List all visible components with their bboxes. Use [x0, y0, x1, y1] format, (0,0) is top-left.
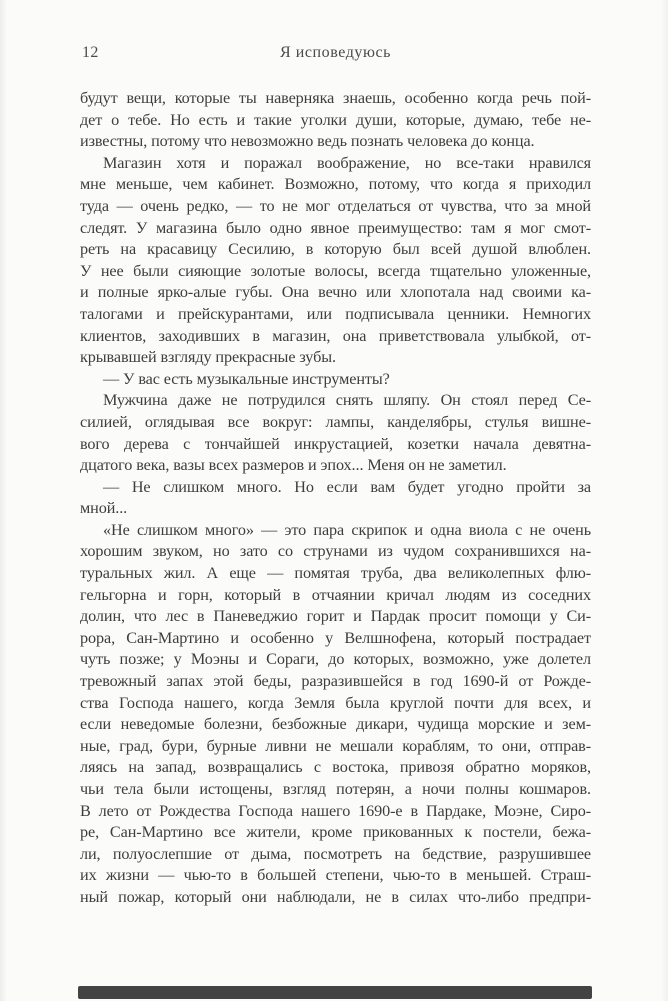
- text-line: Магазин хотя и поражал воображение, но все-таки нравился: [103, 153, 591, 172]
- running-title: Я исповедуюсь: [279, 44, 392, 61]
- text-line: будут вещи, которые ты наверняка знаешь, особенно когда речь пой-: [80, 89, 591, 107]
- text-line: В лето от Рождества Господа нашего 1690-е в Пардаке, Моэне, Сиро-: [80, 801, 591, 820]
- text-line: реть на красавицу Сесилию, в которую был всей душой влюблен.: [80, 240, 591, 259]
- text-line: ляясь на запад, возвращались с востока, привозя обратно моряков,: [80, 758, 591, 777]
- text-line: У нее были сияющие золотые волосы, всегда тщательно уложенные,: [80, 261, 591, 280]
- text-line: долин, что лес в Паневеджио горит и Пардак просит помощи у Си-: [80, 607, 591, 626]
- text-line: следят. У магазина было одно явное преимущество: там я мог смот-: [80, 218, 591, 237]
- text-line: силией, оглядывая все вокруг: лампы, канделябры, стулья вишне-: [80, 412, 591, 431]
- text-line: туральных жил. А еще — помятая труба, два великолепных флю-: [80, 564, 591, 583]
- text-line: Мужчина даже не потрудился снять шляпу. Он стоял перед Се-: [103, 391, 591, 410]
- text-line: если неведомые болезни, безбожные дикари, чудища морские и зем-: [80, 715, 591, 734]
- text-line: и полные ярко-алые губы. Она вечно или хлопотала над своими ка-: [80, 283, 591, 302]
- text-line: ный пожар, который они наблюдали, не в силах что-либо предпри-: [80, 887, 591, 906]
- text-line: мне меньше, чем кабинет. Возможно, потому, что когда я приходил: [80, 175, 591, 194]
- text-line: ли, полуослепшие от дыма, посмотреть на бедствие, разрушившее: [80, 844, 591, 863]
- page-number: 12: [82, 44, 99, 61]
- text-line: рора, Сан-Мартино и особенно у Велшнофена, который пострадает: [80, 628, 591, 647]
- text-line: чьи тела были истощены, взгляд потерян, а ночи полны кошмаров.: [80, 780, 591, 798]
- text-line: дцатого века, вазы всех размеров и эпох... Меня он не заметил.: [80, 456, 507, 475]
- text-line: их жизни — чью-то в большей степени, чью-то в меньшей. Страш-: [80, 866, 591, 885]
- text-line: известны, потому что невозможно ведь познать человека до конца.: [80, 132, 535, 151]
- text-line: гельгорна и горн, который в отчаянии кричал людям из соседних: [80, 585, 591, 604]
- text-line: «Не слишком много» — это пара скрипок и одна виола с не очень: [103, 520, 591, 539]
- text-line: мной...: [80, 499, 128, 518]
- text-line: дет о тебе. Но есть и такие уголки души, которые, думаю, тебе не-: [80, 110, 591, 129]
- text-line: тревожный запах этой беды, разразившейся в год 1690-й от Рожде-: [80, 672, 591, 691]
- text-line: клиентов, заходивших в магазин, она приветствовала улыбкой, от-: [80, 326, 591, 345]
- text-line: хорошим звуком, но зато со струнами из чудом сохранившихся на-: [80, 542, 591, 561]
- text-line: ные, град, бури, бурные ливни не мешали кораблям, то они, отправ-: [80, 736, 591, 755]
- text-line: талогами и прейскурантами, или подписывала ценники. Немногих: [80, 304, 591, 323]
- text-line: — У вас есть музыкальные инструменты?: [103, 369, 390, 388]
- text-line: ства Господа нашего, когда Земля была круглой почти для всех, и: [80, 693, 591, 712]
- text-line: вого дерева с тончайшей инкрустацией, козетки начала девятна-: [80, 434, 591, 453]
- page-header: [80, 44, 591, 64]
- text-line: туда — очень редко, — то не мог отделаться от чувства, что за мной: [80, 196, 591, 215]
- page-text: [80, 88, 591, 909]
- text-line: — Не слишком много. Но если вам будет угодно пройти за: [103, 477, 591, 496]
- text-line: ре, Сан-Мартино все жители, кроме прикованных к постели, бежа-: [80, 823, 591, 842]
- text-line: чуть позже; у Моэны и Сораги, до которых, возможно, уже долетел: [80, 650, 591, 669]
- redacted-line-bar: [78, 986, 592, 999]
- text-line: крывавшей взгляду прекрасные зубы.: [80, 348, 336, 367]
